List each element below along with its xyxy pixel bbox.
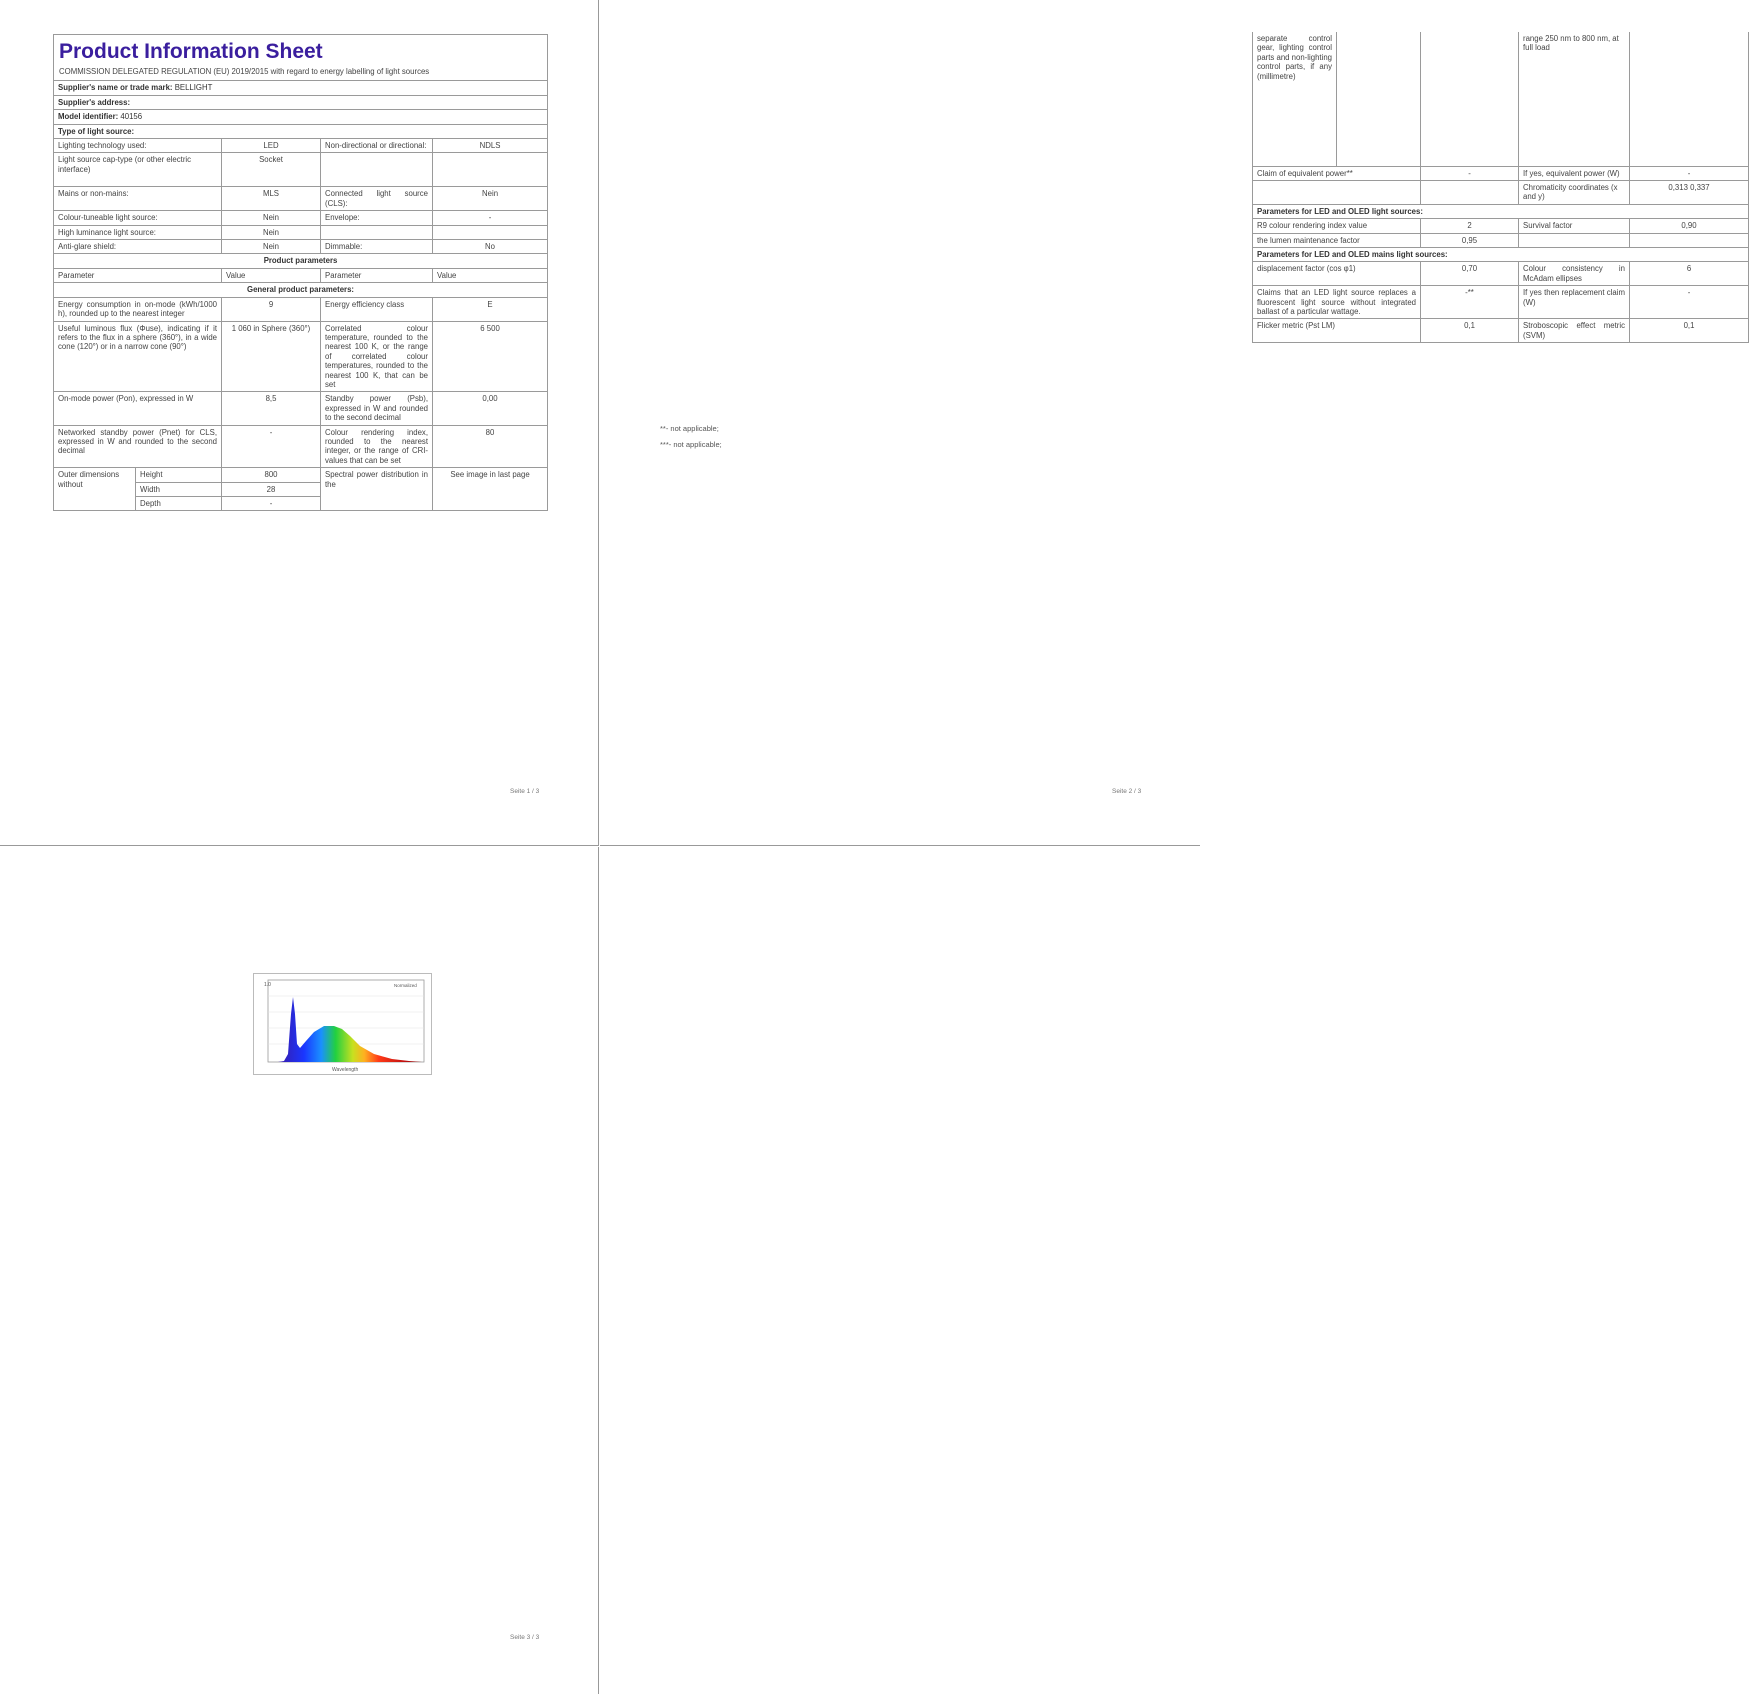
param-label: R9 colour rendering index value [1253, 219, 1421, 233]
param-value [433, 225, 548, 239]
param-value: Socket [222, 153, 321, 187]
param-value [1630, 32, 1749, 166]
param-label: Useful luminous flux (Φuse), indicating if it refers to the flux in a sphere (360°), in a wide cone (120°) or in a narrow cone (90°) [54, 321, 222, 392]
table-row [54, 297, 548, 321]
page-number: Seite 1 / 3 [510, 788, 540, 795]
param-value: 0,70 [1421, 262, 1519, 286]
param-label: Claims that an LED light source replaces a fluorescent light source without integrated ballast of a particular wattage. [1253, 286, 1421, 319]
param-value: 2 [1421, 219, 1519, 233]
product-info-table-continued [1252, 32, 1749, 343]
param-label [321, 225, 433, 239]
param-label: Survival factor [1519, 219, 1630, 233]
param-value: 0,95 [1421, 233, 1519, 247]
column-header: Value [222, 268, 321, 282]
column-header: Parameter [54, 268, 222, 282]
param-label: Lighting technology used: [54, 139, 222, 153]
param-label: Dimmable: [321, 240, 433, 254]
product-parameters-heading: Product parameters [54, 254, 548, 268]
spectrum-label: Normalized [394, 983, 417, 988]
table-row [1253, 180, 1749, 204]
param-value [433, 153, 548, 187]
page-number: Seite 2 / 3 [1112, 788, 1142, 795]
param-label: Standby power (Psb), expressed in W and rounded to the second decimal [321, 392, 433, 425]
document-title: Product Information Sheet [59, 40, 323, 63]
param-value: 0,00 [433, 392, 548, 425]
model-identifier-value: 40156 [120, 112, 143, 122]
param-label: Colour-tuneable light source: [54, 211, 222, 225]
param-value: 80 [433, 425, 548, 468]
table-row [54, 225, 548, 239]
empty-cell [1421, 32, 1519, 166]
param-value: 1 060 in Sphere (360°) [222, 321, 321, 392]
dimension-value: 28 [222, 482, 321, 496]
column-header: Parameter [321, 268, 433, 282]
param-label: Colour rendering index, rounded to the nearest integer, or the range of CRI-values that can be set [321, 425, 433, 468]
param-label: Correlated colour temperature, rounded to the nearest 100 K, or the range of correlated colour temperatures, rounded to the nearest 100 K, that can be set [321, 321, 433, 392]
param-value: 0,1 [1630, 319, 1749, 343]
param-value: Nein [222, 240, 321, 254]
table-row [1253, 262, 1749, 286]
param-value [1630, 233, 1749, 247]
table-row [1253, 319, 1749, 343]
param-value: 0,1 [1421, 319, 1519, 343]
outer-dimensions-label: Outer dimensions without [54, 468, 136, 511]
param-value: - [1630, 166, 1749, 180]
param-label: Non-directional or directional: [321, 139, 433, 153]
param-value: Nein [222, 211, 321, 225]
dimension-label: Depth [136, 497, 222, 511]
param-value: 0,313 0,337 [1630, 180, 1749, 204]
param-label: Networked standby power (Pnet) for CLS, expressed in W and rounded to the second decimal [54, 425, 222, 468]
page-1 [0, 0, 599, 846]
param-label: displacement factor (cos φ1) [1253, 262, 1421, 286]
param-value: - [1630, 286, 1749, 319]
param-value: 6 [1630, 262, 1749, 286]
dimension-value: - [222, 497, 321, 511]
model-identifier-label: Model identifier: [58, 112, 119, 122]
product-info-table [53, 34, 548, 511]
table-row [54, 425, 548, 468]
param-label: Colour consistency in McAdam ellipses [1519, 262, 1630, 286]
param-label: Anti-glare shield: [54, 240, 222, 254]
param-value: - [433, 211, 548, 225]
page-2 [600, 0, 1710, 846]
param-value: Nein [222, 225, 321, 239]
light-source-type-heading: Type of light source: [54, 124, 548, 138]
table-row [54, 321, 548, 392]
param-value: 8,5 [222, 392, 321, 425]
page-4 [600, 847, 1200, 1694]
param-value: - [1421, 166, 1519, 180]
column-header-row [54, 268, 548, 282]
param-label: range 250 nm to 800 nm, at full load [1519, 32, 1630, 166]
spectral-distribution-label: Spectral power distribution in the [321, 468, 433, 511]
param-value: LED [222, 139, 321, 153]
param-label: the lumen maintenance factor [1253, 233, 1421, 247]
param-value: - [222, 425, 321, 468]
table-row [54, 153, 548, 187]
table-row [1253, 32, 1749, 166]
table-row [54, 240, 548, 254]
footnote: **- not applicable; [660, 424, 719, 433]
param-label: separate control gear, lighting control parts and non-lighting control parts, if any (millimetre) [1253, 32, 1337, 166]
param-label: Mains or non-mains: [54, 187, 222, 211]
param-label: Chromaticity coordinates (x and y) [1519, 180, 1630, 204]
dimension-label: Width [136, 482, 222, 496]
param-label: If yes, equivalent power (W) [1519, 166, 1630, 180]
param-value: No [433, 240, 548, 254]
param-label: Energy efficiency class [321, 297, 433, 321]
table-row [54, 211, 548, 225]
param-label [1253, 180, 1421, 204]
param-value: 9 [222, 297, 321, 321]
supplier-name-label: Supplier's name or trade mark: [58, 83, 173, 93]
column-header: Value [433, 268, 548, 282]
table-row [1253, 233, 1749, 247]
param-label: High luminance light source: [54, 225, 222, 239]
x-axis-label: Wavelength [332, 1067, 359, 1073]
param-value: Nein [433, 187, 548, 211]
param-label: Energy consumption in on-mode (kWh/1000 h), rounded up to the nearest integer [54, 297, 222, 321]
param-label: If yes then replacement claim (W) [1519, 286, 1630, 319]
param-value: 0,90 [1630, 219, 1749, 233]
general-parameters-heading: General product parameters: [54, 283, 548, 297]
table-row [54, 468, 548, 482]
table-row [54, 139, 548, 153]
param-value: MLS [222, 187, 321, 211]
param-label: Connected light source (CLS): [321, 187, 433, 211]
page-number: Seite 3 / 3 [510, 1634, 540, 1641]
param-value [1421, 180, 1519, 204]
param-label: Stroboscopic effect metric (SVM) [1519, 319, 1630, 343]
table-row [54, 187, 548, 211]
param-value: -** [1421, 286, 1519, 319]
table-row [1253, 219, 1749, 233]
supplier-address-label: Supplier's address: [58, 97, 131, 107]
spectrum-graph [254, 974, 431, 1074]
supplier-name-value: BELLIGHT [174, 83, 213, 93]
table-row [1253, 286, 1749, 319]
table-row [1253, 166, 1749, 180]
param-label: Light source cap-type (or other electric interface) [54, 153, 222, 187]
param-label [321, 153, 433, 187]
param-label: Flicker metric (Pst LM) [1253, 319, 1421, 343]
dimension-value: 800 [222, 468, 321, 482]
y-axis-label: 1.0 [264, 982, 271, 988]
param-value: E [433, 297, 548, 321]
table-row [54, 392, 548, 425]
footnote: ***- not applicable; [660, 440, 722, 449]
mains-parameters-heading: Parameters for LED and OLED mains light sources: [1253, 247, 1749, 261]
param-label: On-mode power (Pon), expressed in W [54, 392, 222, 425]
led-parameters-heading: Parameters for LED and OLED light sources: [1253, 204, 1749, 218]
param-label: Envelope: [321, 211, 433, 225]
param-value: 6 500 [433, 321, 548, 392]
param-label [1519, 233, 1630, 247]
spectral-power-distribution-image [253, 973, 432, 1075]
regulation-subtitle: COMMISSION DELEGATED REGULATION (EU) 2019/2015 with regard to energy labelling of light sources [59, 67, 430, 76]
dimension-label: Height [136, 468, 222, 482]
spectral-distribution-value: See image in last page [433, 468, 548, 511]
param-label: Claim of equivalent power** [1253, 166, 1421, 180]
param-value: NDLS [433, 139, 548, 153]
param-value [1337, 32, 1421, 166]
